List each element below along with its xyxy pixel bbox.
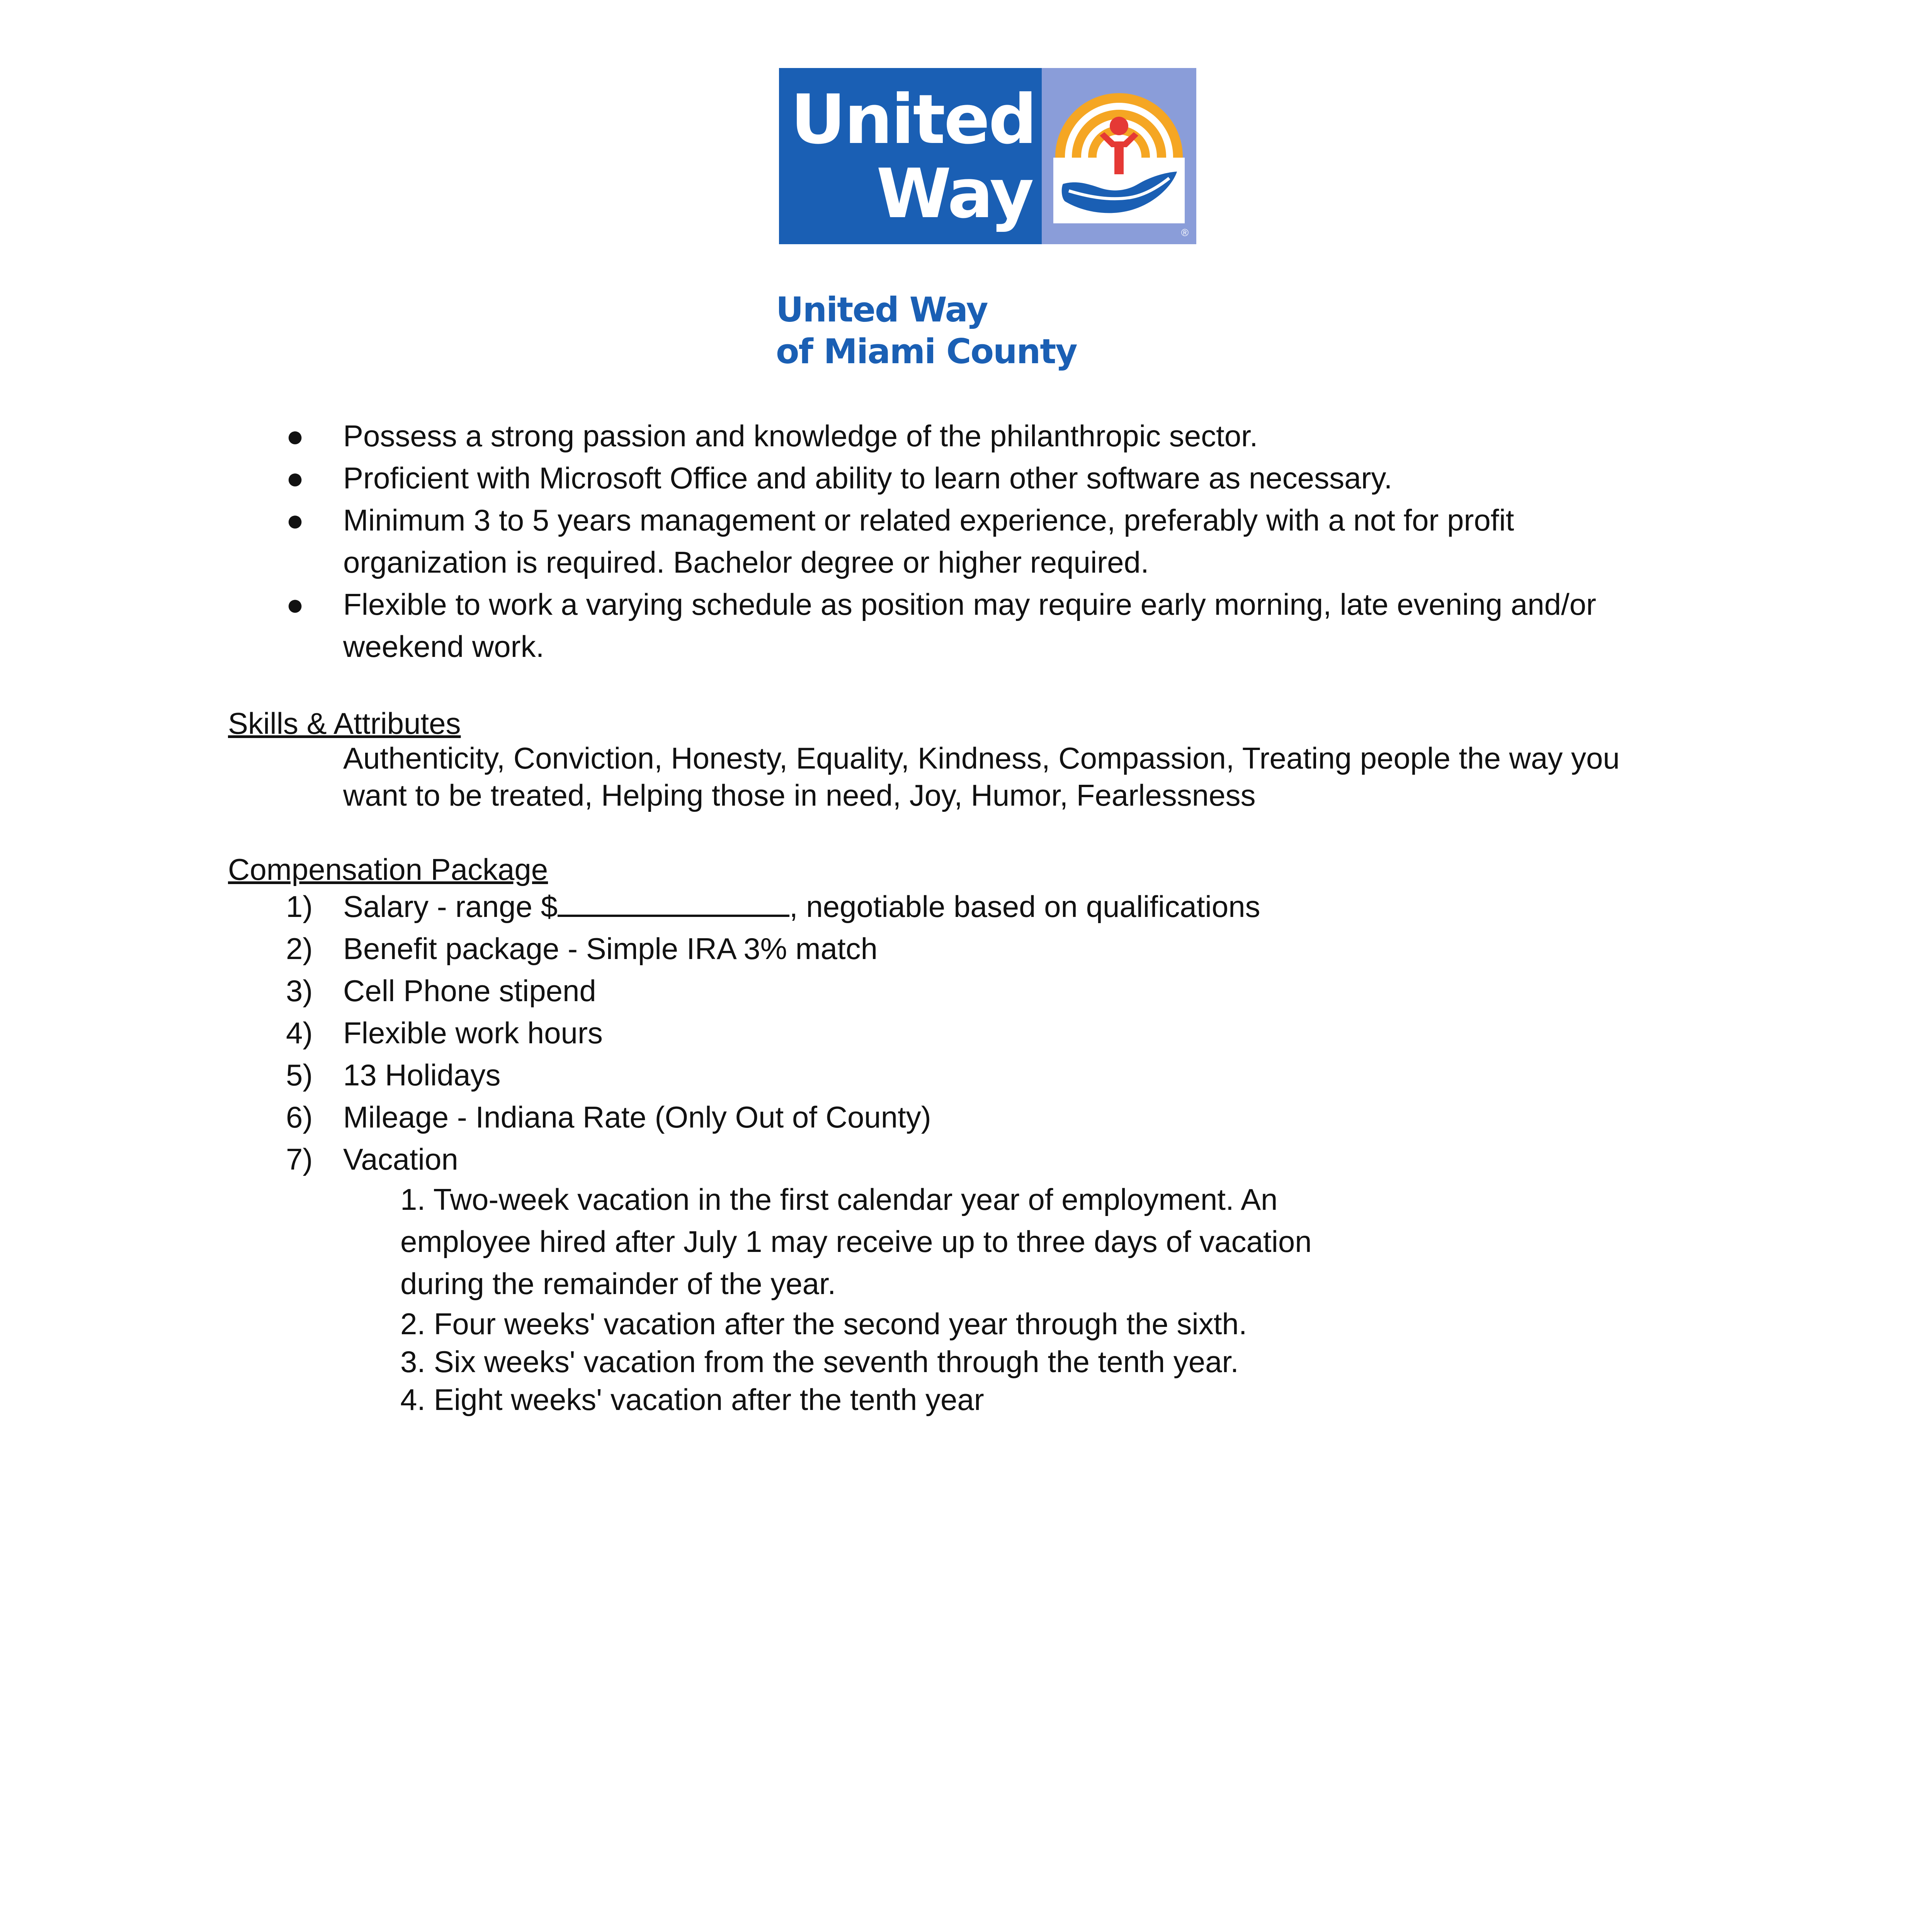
compensation-list [228,886,1260,1180]
vacation-line: employee hired after July 1 may receive up to three days of vacation [400,1225,1312,1259]
bullet-icon: ● [286,419,304,453]
list-item-text: Benefit package - Simple IRA 3% match [343,932,878,966]
united-way-logo [779,68,1196,244]
vacation-line: 2. Four weeks' vacation after the second year through the sixth. [400,1307,1247,1341]
skills-text-line: Authenticity, Conviction, Honesty, Equality, Kindness, Compassion, Treating people the way you [343,741,1620,775]
rainbow-hand-person-icon [1042,68,1196,244]
list-item [228,970,1260,1012]
list-number: 4) [286,1016,313,1050]
bullet-icon: ● [286,461,304,495]
list-item-text: Mileage - Indiana Rate (Only Out of County) [343,1100,931,1134]
vacation-line: 3. Six weeks' vacation from the seventh through the tenth year. [400,1345,1239,1379]
vacation-line: 1. Two-week vacation in the first calendar year of employment. An [400,1182,1278,1216]
vacation-line: 4. Eight weeks' vacation after the tenth year [400,1383,984,1417]
requirements-list [228,415,1596,668]
list-item [228,1012,1260,1054]
list-item-text: Minimum 3 to 5 years management or related experience, preferably with a not for profit [343,503,1514,537]
bullet-icon: ● [286,587,304,621]
vacation-policy-list [400,1179,1312,1418]
logo-emblem-panel [1042,68,1196,244]
list-number: 6) [286,1100,313,1134]
list-number: 7) [286,1142,313,1176]
skills-heading: Skills & Attributes [228,706,461,740]
list-item-text: 13 Holidays [343,1058,501,1092]
list-number: 2) [286,932,313,966]
list-item-text: Possess a strong passion and knowledge of the philanthropic sector. [343,419,1258,453]
registered-mark: ® [1181,227,1189,238]
list-item-text: Flexible work hours [343,1016,603,1050]
list-number: 5) [286,1058,313,1092]
list-item-text: Proficient with Microsoft Office and ability to learn other software as necessary. [343,461,1393,495]
list-item [228,928,1260,970]
organization-name-line-1: United Way [776,290,988,330]
list-item-text: Flexible to work a varying schedule as position may require early morning, late evening and/or [343,587,1597,621]
list-item [228,1138,1260,1180]
compensation-heading: Compensation Package [228,852,548,886]
list-item-text: Cell Phone stipend [343,974,596,1008]
list-item [228,1054,1260,1096]
list-item [228,415,1596,457]
skills-text [343,740,1620,814]
list-item [228,457,1596,499]
list-item-text: organization is required. Bachelor degree or higher required. [343,545,1149,579]
vacation-line: during the remainder of the year. [400,1267,836,1301]
logo-wordmark-panel [779,68,1042,244]
list-item-text: weekend work. [343,629,544,663]
salary-prefix: Salary - range $ [343,889,558,923]
list-number: 3) [286,974,313,1008]
skills-text-line: want to be treated, Helping those in need, Joy, Humor, Fearlessness [343,778,1256,812]
logo-word-way: Way [876,154,1032,233]
list-item-text: Vacation [343,1142,458,1176]
salary-blank-line [558,888,789,917]
logo-word-united: United [791,80,1036,159]
list-item [228,886,1260,928]
organization-name [776,289,1077,372]
bullet-icon: ● [286,503,304,537]
organization-name-line-2: of Miami County [776,332,1077,371]
list-item [228,1096,1260,1138]
list-item [228,499,1596,583]
list-number: 1) [286,889,313,923]
salary-suffix: , negotiable based on qualifications [789,889,1260,923]
list-item [228,583,1596,668]
